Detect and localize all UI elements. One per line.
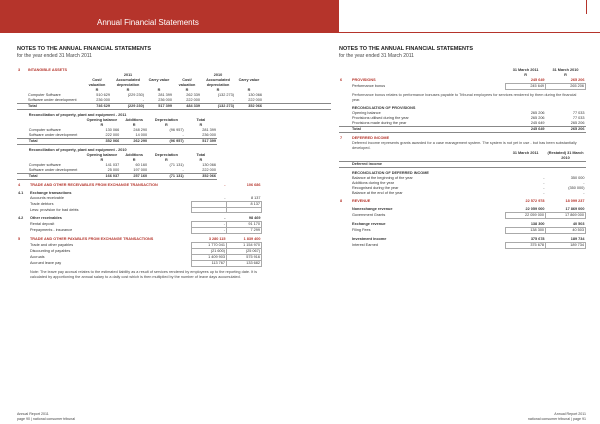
cell-value: 77 033 <box>572 116 585 120</box>
unit-label: R <box>165 123 168 127</box>
row-label: Less: provision for bad debts <box>29 207 79 212</box>
cell-value: 22 059 000 <box>506 213 546 219</box>
cell-value: (350 000) <box>568 186 585 190</box>
subsection-heading: Reconciliation of property, plant and equipment - 2011 <box>28 113 127 117</box>
cell-value: 222 000 <box>202 168 216 172</box>
cell-value: 91 170 <box>227 222 262 228</box>
row-label: Opening balance <box>351 111 381 115</box>
cell-value: 350 000 <box>570 176 585 180</box>
unit-label: R <box>100 158 104 162</box>
cell-value: 60 160 <box>135 163 148 167</box>
column-header: Accumulated depreciation <box>206 78 230 87</box>
row-label: Interest Earned <box>351 242 378 247</box>
right-notes-table <box>339 68 586 249</box>
cell-value: 189 734 <box>570 237 585 241</box>
cell-value: 7 299 <box>227 228 262 234</box>
unit-label: R <box>199 123 203 127</box>
row-label: Software under development <box>28 168 78 172</box>
section-heading: REVENUE <box>351 199 371 203</box>
cell-value: - <box>583 181 585 185</box>
column-header: Carry value <box>148 78 170 82</box>
unit-label: R <box>185 88 189 92</box>
cell-value: - <box>224 216 226 220</box>
row-label: Trade debtors <box>29 201 54 206</box>
cell-value: 484 339 <box>173 104 201 110</box>
cell-value: 138 300 <box>530 222 545 226</box>
row-label: Total <box>27 104 83 110</box>
column-header: Cost/ valuation <box>88 78 106 87</box>
column-header: Total <box>196 153 206 157</box>
note-number: 5 <box>18 237 21 241</box>
header-tab <box>586 0 587 14</box>
cell-value: - <box>583 191 585 195</box>
total-row <box>17 104 331 110</box>
row-label: Prepayments - insurance <box>29 227 73 232</box>
cell-value: 130 066 <box>202 163 216 167</box>
note-number: 7 <box>340 136 343 140</box>
cell-value: (132 273) <box>217 93 234 97</box>
cell-value: 3 280 115 <box>208 237 226 241</box>
row-label: Accounts receivable <box>29 196 64 200</box>
row-label: Computer software <box>28 163 61 167</box>
cell-value: 130 066 <box>248 93 262 97</box>
unit-label: R <box>132 123 136 127</box>
subsection-heading: RECONCILIATION OF DEFERRED INCOME <box>351 171 429 175</box>
provisions-note: Performance bonus relates to performance bonuses payable to Tribunal employees for services rendered by them during the financial year. <box>351 93 577 102</box>
row-label: Exchange revenue <box>351 222 386 226</box>
footer-right <box>528 412 586 421</box>
row-label: Recognised during the year <box>351 186 399 190</box>
unit-label: R <box>157 88 161 92</box>
subsection-heading: Exchange transactions <box>29 191 72 195</box>
cell-value: 517 399 <box>185 139 217 145</box>
section-heading: INTANGIBLE ASSETS <box>28 68 68 72</box>
row-label: Rental deposit <box>29 221 55 226</box>
deferred-income-note: Deferred income represents grants awarded for a case management system. The system is not yet in use - but has been substantially developed. <box>351 141 577 150</box>
row-label: Provisions utilised during the year <box>351 116 409 120</box>
right-page-title: NOTES TO THE ANNUAL FINANCIAL STATEMENTS <box>339 46 474 52</box>
column-header: Additions <box>125 153 143 157</box>
cell-value: 25 000 <box>107 168 120 172</box>
column-header: Accumulated depreciation <box>116 78 140 87</box>
cell-value: (96 957) <box>169 128 184 132</box>
cell-value: 352 066 <box>84 139 121 145</box>
cell-value: 352 066 <box>235 104 263 110</box>
cell-value: - <box>142 98 144 102</box>
cell-value: 375 678 <box>506 243 546 249</box>
cell-value: 236 000 <box>96 98 110 102</box>
cell-value: - <box>543 186 545 190</box>
cell-value: 8 137 <box>227 202 262 208</box>
cell-value: 197 000 <box>133 168 148 172</box>
cell-value: 222 000 <box>186 98 200 102</box>
receivables-payables-table <box>17 183 262 280</box>
cell-value: 265 206 <box>570 78 585 82</box>
row-label: Discounting of payables <box>29 248 71 253</box>
row-label: Computer Software <box>28 93 61 97</box>
subsection-heading: Other receivables <box>29 216 62 220</box>
section-heading: DEFERRED INCOME <box>351 136 390 140</box>
cell-value: 245 649 <box>530 121 545 125</box>
cell-value: 222 000 <box>248 98 262 102</box>
note-number: 4.1 <box>18 191 24 195</box>
reconciliation-2010-table <box>17 148 217 180</box>
column-header: Total <box>196 118 206 122</box>
cell-value: 1 770 041 <box>192 243 227 249</box>
right-page <box>339 46 586 249</box>
footer-page-label: national consumer tribunal | page 91 <box>527 416 586 421</box>
cell-value: 22 572 978 <box>525 199 545 203</box>
unit-label: R <box>165 158 168 162</box>
cell-value: - <box>543 191 545 195</box>
cell-value: 1 154 970 <box>227 243 262 249</box>
unit-label: R <box>216 88 220 92</box>
subsection-heading: Reconciliation of property, plant and equipment - 2010 <box>28 148 127 152</box>
cell-value: 18 099 237 <box>565 199 585 203</box>
column-header: (Restated) 31 March 2010 <box>547 151 584 160</box>
note-number: 6 <box>340 78 343 82</box>
row-label: Additions during the year <box>351 181 394 185</box>
row-label: Software under development <box>28 133 78 137</box>
column-header: 31 March 2010 <box>552 68 579 72</box>
column-header: Carry value <box>238 78 260 82</box>
cell-value: 17 869 000 <box>565 207 585 211</box>
cell-value: 40 503 <box>572 222 585 226</box>
cell-value: 22 059 000 <box>525 207 545 211</box>
section-heading: PROVISIONS <box>351 78 376 82</box>
note-number: 4.2 <box>18 216 24 220</box>
column-header: 31 March 2011 <box>512 68 539 72</box>
row-label: Performance bonus <box>351 83 386 88</box>
cell-value: 14 000 <box>135 133 148 137</box>
column-header: Depreciation <box>154 153 178 157</box>
row-label: Filing Fees <box>351 227 371 232</box>
row-label: Provisions made during the year <box>351 121 407 125</box>
column-header: 31 March 2011 <box>512 151 539 155</box>
subsection-heading: RECONCILIATION OF PROVISIONS <box>351 106 416 110</box>
cell-value: 236 000 <box>158 98 172 102</box>
row-label: Accruals <box>29 254 45 259</box>
section-heading: TRADE AND OTHER RECEIVABLES FROM EXCHANGE TRANSACTION <box>29 183 158 187</box>
cell-value: 77 033 <box>572 111 585 115</box>
unit-label: R <box>126 88 130 92</box>
row-label: Trade and other payables <box>29 242 74 247</box>
header-title: Annual Financial Statements <box>97 18 199 27</box>
row-label: Balance at the beginning of the year <box>351 176 413 180</box>
cell-value: 265 206 <box>546 127 586 133</box>
cell-value: 248 290 <box>133 128 148 132</box>
row-label: Nonexchange revenue <box>351 207 393 211</box>
total-row <box>17 174 217 180</box>
cell-value: 352 066 <box>185 174 217 180</box>
cell-value: 113 767 <box>192 261 227 267</box>
cell-value: (25 067) <box>227 249 262 255</box>
note-number: 4 <box>18 183 21 187</box>
cell-value: (21 600) <box>192 249 227 255</box>
cell-value: 262 290 <box>120 139 148 145</box>
row-label: Computer software <box>28 128 61 132</box>
table-row <box>339 243 586 249</box>
right-page-subtitle: for the year ended 31 March 2011 <box>339 53 414 59</box>
cell-value: 281 399 <box>202 128 216 132</box>
unit-label: R <box>100 123 104 127</box>
cell-value: 17 869 000 <box>546 213 586 219</box>
column-header: Opening balance <box>86 153 118 157</box>
cell-value: (96 957) <box>148 139 185 145</box>
intangible-assets-table <box>17 68 331 110</box>
column-header: Additions <box>125 118 143 122</box>
footer-report-title: Annual Report 2011 <box>554 412 586 416</box>
cell-value: 281 399 <box>158 93 172 97</box>
cell-value: 245 649 <box>506 84 546 90</box>
cell-value: - <box>224 196 226 200</box>
cell-value: 517 399 <box>145 104 173 110</box>
unit-label: R <box>199 158 203 162</box>
cell-value: - <box>232 98 234 102</box>
cell-value: 510 629 <box>96 93 110 97</box>
cell-value: 106 686 <box>246 183 261 187</box>
unit-label: R <box>132 158 136 162</box>
cell-value: 133 682 <box>227 261 262 267</box>
cell-value: - <box>182 133 184 137</box>
footer-page-label: page 90 | national consumer tribunal <box>17 416 76 421</box>
cell-value: - <box>224 183 226 187</box>
left-page-title: NOTES TO THE ANNUAL FINANCIAL STATEMENTS <box>17 46 152 52</box>
header-rule <box>339 32 600 33</box>
reconciliation-2011-table <box>17 113 217 145</box>
year-header: 2010 <box>213 73 223 77</box>
row-label: Balance at the end of the year <box>351 191 403 195</box>
cell-value: 265 206 <box>530 116 545 120</box>
section-heading: TRADE AND OTHER PAYABLES FROM EXCHANGE TRANSACTIONS <box>29 237 154 241</box>
header-bar <box>0 0 339 33</box>
cell-value: (71 131) <box>148 174 185 180</box>
cell-value: - <box>192 228 227 234</box>
cell-value: 265 206 <box>570 121 585 125</box>
cell-value: 245 649 <box>506 127 546 133</box>
leave-pay-note: Note: The leave pay accrual relates to the estimated liability as a result of services rendered by employees up to the reporting date. It is calculated by apportioning the annual salary to a daily cost which is then multiplied by the number of leave days accumulated. <box>29 270 257 279</box>
cell-value: 189 734 <box>546 243 586 249</box>
footer-left <box>17 412 75 421</box>
column-header: Opening balance <box>86 118 118 122</box>
cell-value: 1 839 400 <box>243 237 261 241</box>
total-row <box>17 139 217 145</box>
cell-value: 375 678 <box>530 237 545 241</box>
row-label: Total <box>28 174 84 180</box>
page-header <box>0 0 600 33</box>
cell-value: 40 503 <box>546 228 586 234</box>
cell-value: 245 649 <box>530 78 545 82</box>
cell-value: 265 206 <box>530 111 545 115</box>
column-header: Cost/ valuation <box>178 78 196 87</box>
row-label: Total <box>351 127 506 133</box>
cell-value: 222 000 <box>105 133 120 137</box>
cell-value: 1 409 903 <box>192 255 227 261</box>
cell-value: 130 066 <box>105 128 120 132</box>
cell-value: 257 160 <box>120 174 148 180</box>
cell-value: 265 206 <box>546 84 586 90</box>
row-label: Investment income <box>351 237 387 241</box>
cell-value: 141 037 <box>105 163 120 167</box>
note-number: 3 <box>18 68 21 72</box>
left-page-subtitle: for the year ended 31 March 2011 <box>17 53 92 59</box>
row-label: Accrued leave pay <box>29 260 62 265</box>
row-label: Total <box>28 139 84 145</box>
cell-value: 138 300 <box>506 228 546 234</box>
cell-value: (132 273) <box>201 104 235 110</box>
cell-value: (229 230) <box>111 104 145 110</box>
cell-value: 8 137 <box>250 196 261 200</box>
row-label: Government Grants <box>351 212 386 217</box>
cell-value: 575 916 <box>227 255 262 261</box>
row-label: Software under development <box>28 98 77 102</box>
cell-value: 166 037 <box>84 174 121 180</box>
year-header: 2011 <box>123 73 133 77</box>
cell-value: 746 629 <box>83 104 111 110</box>
cell-value: - <box>543 176 545 180</box>
footer-report-title: Annual Report 2011 <box>17 412 49 416</box>
row-label: Deferred income <box>351 162 506 168</box>
column-header: Depreciation <box>154 118 178 122</box>
unit-label: R <box>564 73 567 77</box>
unit-label: R <box>524 73 527 77</box>
cell-value: 98 469 <box>248 216 261 220</box>
cell-value: (229 230) <box>127 93 144 97</box>
left-page <box>17 46 331 280</box>
cell-value: (71 131) <box>169 163 184 167</box>
note-number: 8 <box>340 199 343 203</box>
cell-value: 236 000 <box>202 133 216 137</box>
cell-value: - <box>192 222 227 228</box>
cell-value: - <box>543 181 545 185</box>
cell-value: - <box>182 168 184 172</box>
unit-label: R <box>95 88 99 92</box>
cell-value: 262 339 <box>186 93 200 97</box>
unit-label: R <box>247 88 251 92</box>
